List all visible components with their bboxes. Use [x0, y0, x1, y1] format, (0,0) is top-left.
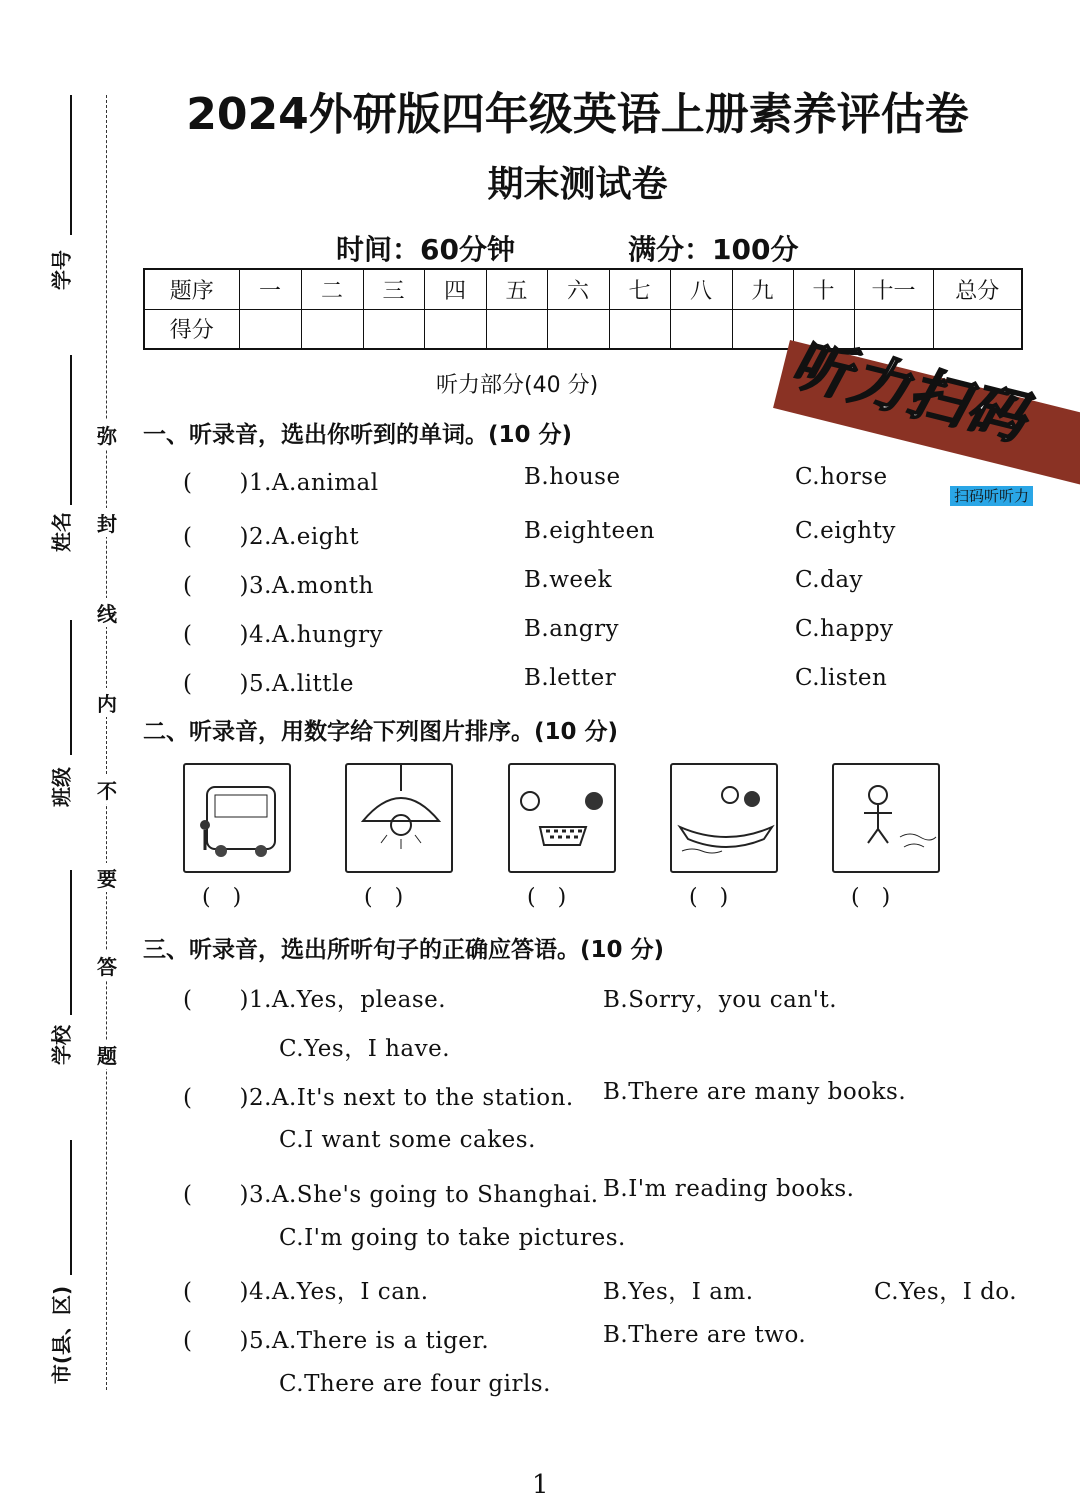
field-line: [70, 870, 72, 1015]
picture-chess: [508, 763, 616, 873]
option: C.eighty: [795, 518, 896, 544]
seal-char: 内: [96, 688, 118, 717]
qr-tag-text[interactable]: 扫码听听力: [950, 486, 1033, 506]
table-cell: 总分: [933, 269, 1022, 309]
question-stem: ( )2.A.eight: [183, 524, 360, 550]
section3-title: 三、听录音，选出所听句子的正确应答语。(10 分): [143, 937, 665, 963]
table-cell: 七: [609, 269, 670, 309]
option: B.There are two.: [603, 1322, 807, 1348]
option: B.letter: [524, 665, 617, 691]
option: B.week: [524, 567, 613, 593]
picture-bus: [183, 763, 291, 873]
question-stem: ( )4.A.hungry: [183, 622, 383, 648]
question-stem: ( )2.A.It's next to the station.: [183, 1085, 574, 1111]
score-table: [143, 268, 1023, 350]
option: B.There are many books.: [603, 1079, 907, 1105]
seal-char: 不: [96, 775, 118, 804]
section1-title: 一、听录音，选出你听到的单词。(10 分): [143, 422, 573, 448]
field-line: [70, 355, 72, 505]
option: C.Yes，I do.: [874, 1279, 1018, 1305]
question-stem: ( )1.A.animal: [183, 470, 379, 496]
seal-char: 答: [96, 951, 118, 980]
table-cell: 六: [547, 269, 609, 309]
option: C.There are four girls.: [279, 1371, 551, 1397]
question-stem: ( )4.A.Yes，I can.: [183, 1279, 429, 1305]
picture-boat: [670, 763, 778, 873]
section2-title: 二、听录音，用数字给下列图片排序。(10 分): [143, 719, 619, 745]
page-number: 1: [532, 1470, 549, 1500]
table-cell: 十一: [854, 269, 933, 309]
option: C.day: [795, 567, 864, 593]
ribbon-text[interactable]: 听力扫码: [784, 329, 1035, 454]
option: B.angry: [524, 616, 619, 642]
question-stem: ( )5.A.There is a tiger.: [183, 1328, 490, 1354]
seal-char: 弥: [96, 420, 118, 449]
option: C.Yes，I have.: [279, 1036, 451, 1062]
picture-swimming: [832, 763, 940, 873]
table-cell: 九: [732, 269, 793, 309]
option: C.horse: [795, 464, 888, 490]
question-stem: ( )3.A.month: [183, 573, 374, 599]
table-cell: 二: [301, 269, 363, 309]
seal-char: 要: [96, 863, 118, 892]
page-title: 2024外研版四年级英语上册素养评估卷: [186, 89, 969, 140]
table-cell: 五: [486, 269, 547, 309]
question-stem: ( )1.A.Yes，please.: [183, 987, 447, 1013]
table-row: [144, 269, 1022, 309]
time-limit: 时间：60分钟: [336, 233, 515, 266]
field-line: [70, 1140, 72, 1275]
option: B.eighteen: [524, 518, 655, 544]
field-line: [70, 620, 72, 755]
class-label: 班级: [49, 767, 74, 807]
city-label: 市(县、区): [49, 1285, 74, 1385]
table-cell: 题序: [144, 269, 239, 309]
table-cell: 三: [363, 269, 424, 309]
table-row: [144, 309, 1022, 349]
option: B.house: [524, 464, 621, 490]
answer-blank[interactable]: ( ): [851, 885, 891, 910]
seal-char: 线: [96, 598, 118, 627]
student-id-label: 学号: [49, 250, 74, 290]
option: C.I'm going to take pictures.: [279, 1225, 626, 1251]
page-subtitle: 期末测试卷: [487, 164, 668, 205]
listening-heading: 听力部分(40 分): [436, 373, 599, 398]
seal-dashed-line: [106, 95, 107, 1390]
seal-char: 题: [96, 1040, 118, 1069]
table-cell: 四: [424, 269, 486, 309]
question-stem: ( )3.A.She's going to Shanghai.: [183, 1182, 599, 1208]
option: C.I want some cakes.: [279, 1127, 536, 1153]
seal-char: 封: [96, 508, 118, 537]
question-stem: ( )5.A.little: [183, 671, 354, 697]
option: B.Yes，I am.: [603, 1279, 754, 1305]
answer-blank[interactable]: ( ): [689, 885, 729, 910]
table-cell: 十: [793, 269, 854, 309]
picture-lamp: [345, 763, 453, 873]
name-label: 姓名: [49, 512, 74, 552]
option: C.listen: [795, 665, 888, 691]
table-cell: 得分: [144, 309, 239, 349]
answer-blank[interactable]: ( ): [527, 885, 567, 910]
table-cell: 一: [239, 269, 301, 309]
option: C.happy: [795, 616, 894, 642]
table-cell: 八: [670, 269, 732, 309]
answer-blank[interactable]: ( ): [364, 885, 404, 910]
full-score: 满分：100分: [628, 233, 799, 266]
option: B.Sorry，you can't.: [603, 987, 838, 1013]
school-label: 学校: [49, 1025, 74, 1065]
answer-blank[interactable]: ( ): [202, 885, 242, 910]
option: B.I'm reading books.: [603, 1176, 855, 1202]
